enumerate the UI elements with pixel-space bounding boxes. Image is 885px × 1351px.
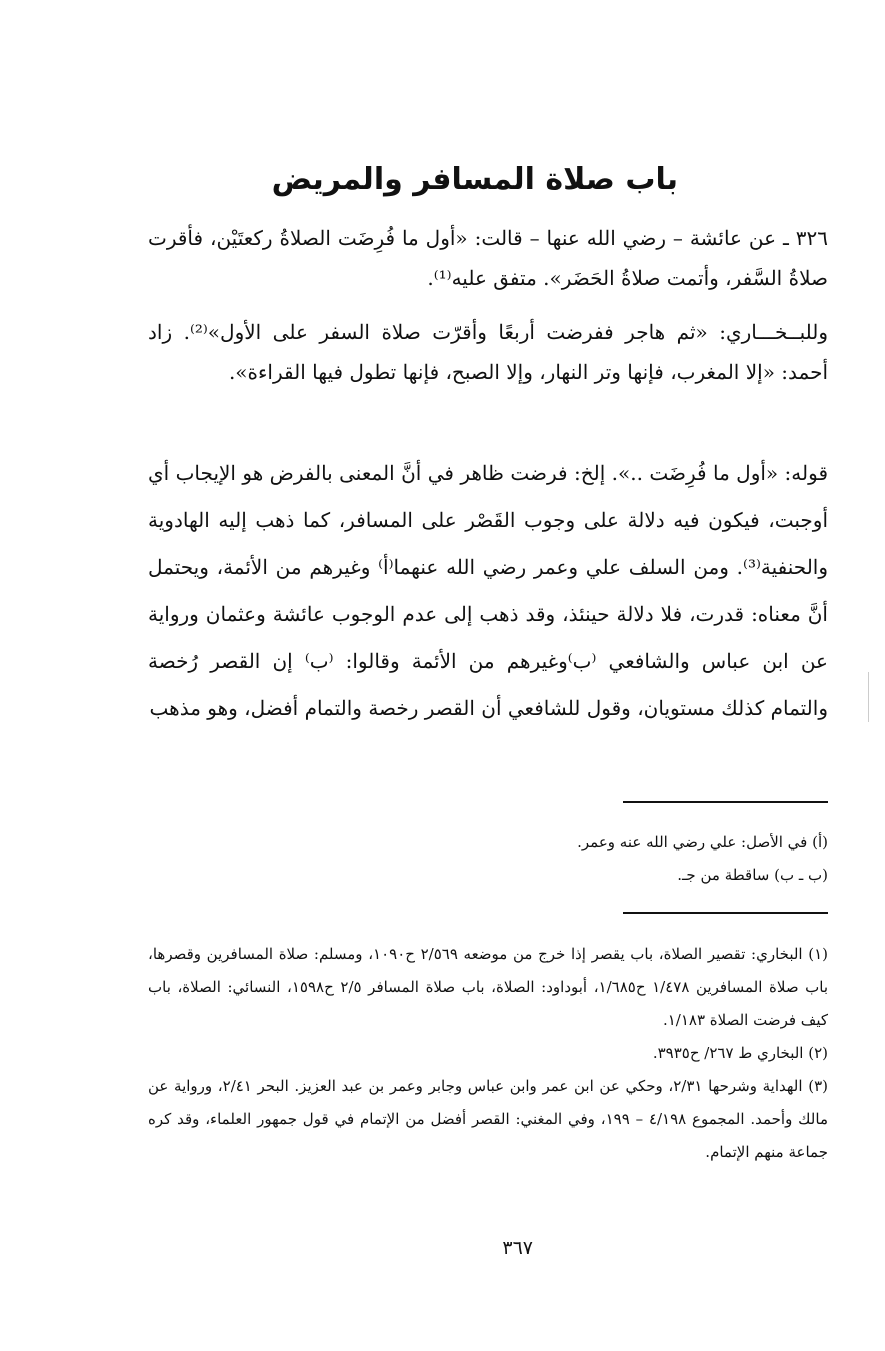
variant-note-b: (ب ـ ب) ساقطة من جـ.	[677, 866, 828, 884]
reference-note-1: (١) البخاري: تقصير الصلاة، باب يقصر إذا خرج من موضعه ٢/٥٦٩ ح١٠٩٠، ومسلم: صلاة المسافرين وقصرها، باب صلاة المسافرين ١/٤٧٨ ح١/٦٨٥، أبوداود: الصلاة، باب صلاة المسافر ٢/٥ ح١٥٩٨، النسائي: الصلاة، باب كيف فرضت الصلاة ١/١٨٣.	[148, 945, 829, 1029]
commentary-text: قوله: «أول ما فُرِضَت ..». إلخ: فرضت ظاهر في أنَّ المعنى بالفرض هو الإيجاب أي أوجبت، فيكون فيه دلالة على وجوب القَصْر على المسافر، كما ذهب إليه الهادوية والحنفية⁽³⁾. ومن السلف علي وعمر رضي الله عنهما⁽أ⁾ وغيرهم من الأئمة، ويحتمل أنَّ معناه: قدرت، فلا دلالة حينئذ، وقد ذهب إلى عدم الوجوب عائشة وعثمان ورواية عن ابن عباس والشافعي ⁽ب⁾وغيرهم من الأئمة وقالوا: ⁽ب⁾ إن القصر رُخصة والتمام كذلك مستويان، وقول للشافعي أن القصر رخصة والتمام أفضل، وهو مذهب	[148, 461, 829, 720]
hadith-text: ٣٢٦ ـ عن عائشة – رضي الله عنها – قالت: «أول ما فُرِضَت الصلاةُ ركعتَيْن، فأقرت صلاةُ السَّفر، وأتمت صلاةُ الحَضَر». متفق عليه⁽¹⁾.	[148, 226, 828, 290]
footnote-separator-variants	[623, 801, 828, 803]
footnote-separator-references	[623, 912, 828, 914]
commentary-block	[148, 450, 828, 732]
page-number: ٣٦٧	[502, 1237, 533, 1259]
chapter-title: باب صلاة المسافر والمريض	[271, 162, 678, 197]
reference-note-3: (٣) الهداية وشرحها ٢/٣١، وحكي عن ابن عمر وابن عباس وجابر وعمر بن عبد العزيز. البحر ٢/٤١، ورواية عن مالك وأحمد. المجموع ٤/١٩٨ – ١٩٩، وفي المغني: القصر أفضل من الإتمام في قول جمهور العلماء، وقد كره جماعة منهم الإتمام.	[148, 1077, 828, 1161]
hadith-additional-narration: وللبــخـــاري: «ثم هاجر ففرضت أربعًا وأقرّت صلاة السفر على الأول»⁽²⁾. زاد أحمد: «إلا المغرب، فإنها وتر النهار، وإلا الصبح، فإنها تطول فيها القراءة».	[148, 320, 828, 384]
reference-notes	[148, 938, 828, 1169]
hadith-block	[148, 218, 828, 406]
scan-margin-mark	[868, 672, 869, 722]
variant-note-a: (أ) في الأصل: علي رضي الله عنه وعمر.	[577, 833, 828, 851]
variant-notes	[148, 826, 828, 892]
reference-note-2: (٢) البخاري ط ٢٦٧/ ح٣٩٣٥.	[652, 1044, 828, 1062]
